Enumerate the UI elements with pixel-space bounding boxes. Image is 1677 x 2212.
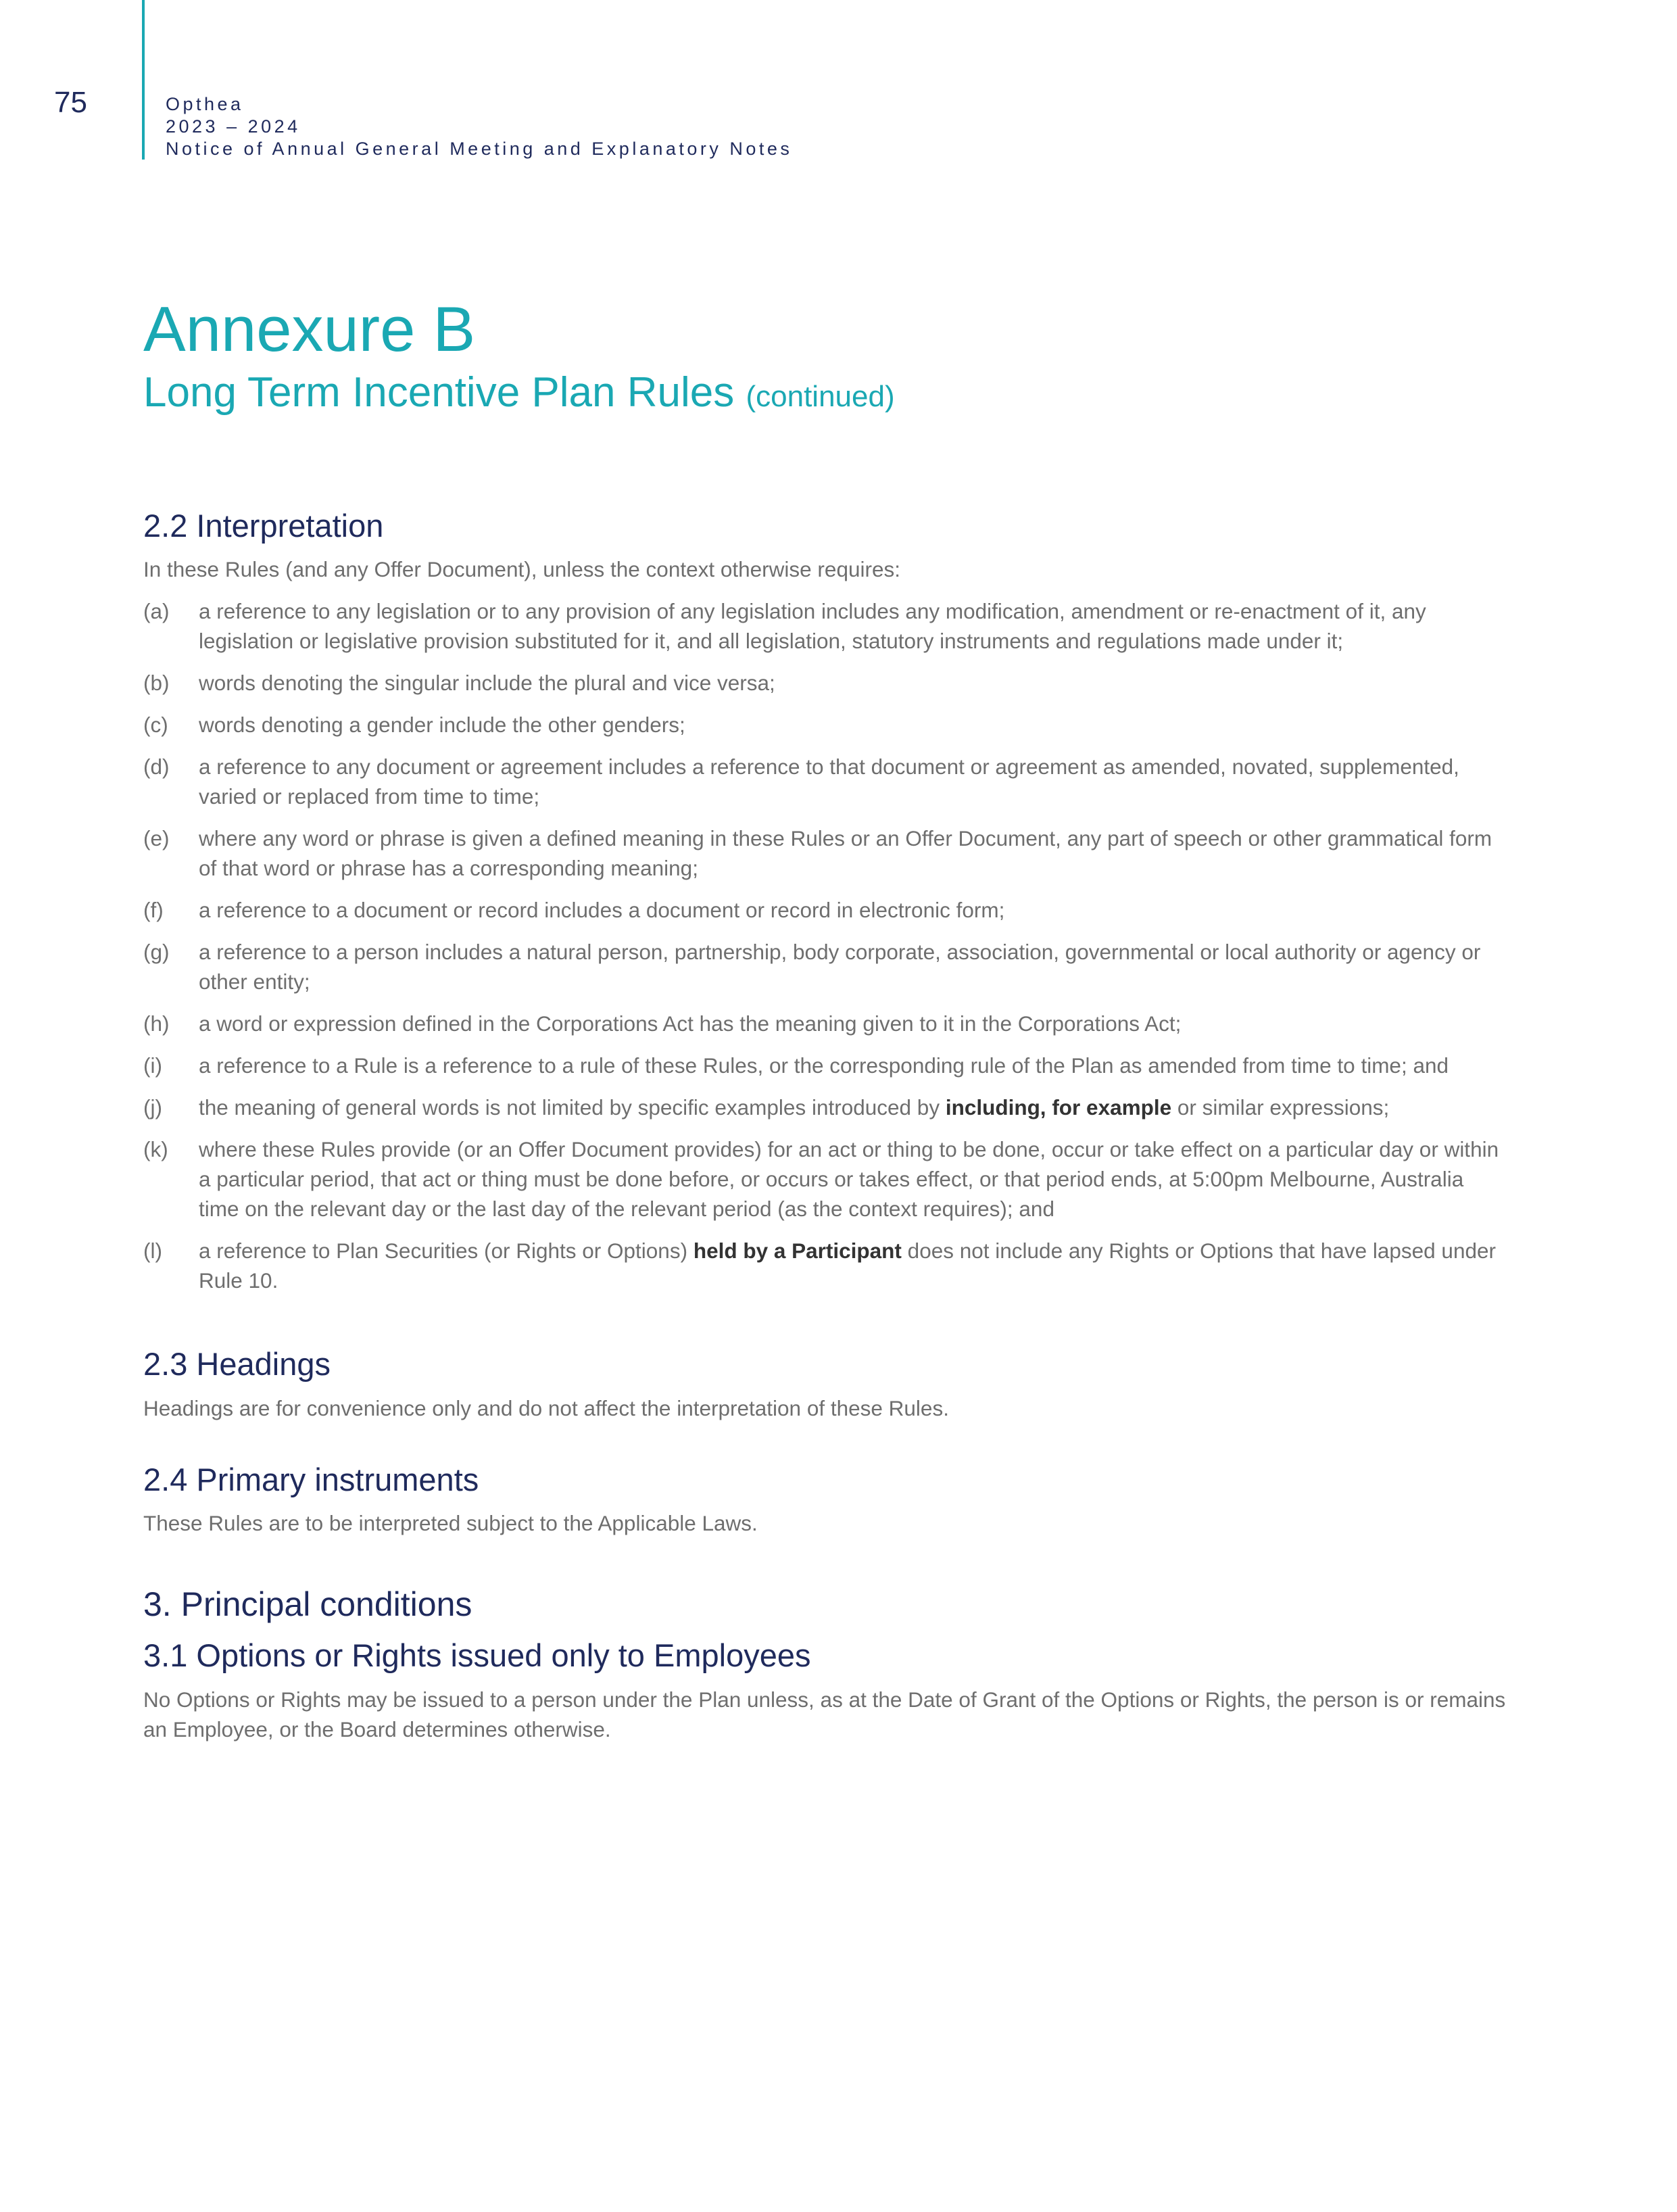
page-content (143, 507, 1509, 1744)
section-primary-instruments (143, 1461, 1509, 1538)
list-item (143, 1092, 1509, 1122)
annexure-subtitle (143, 368, 895, 416)
annexure-title: Annexure B (143, 293, 476, 364)
section-text: Headings are for convenience only and do not affect the interpretation of these Rules. (143, 1395, 949, 1420)
item-text: a reference to any legislation or to any provision of any legislation includes any modification, amendment or re-enactment of it, any legislation or legislative provision substituted for it, and all legislation, statutory instruments and regulations made under it; (199, 599, 1426, 654)
interpretation-list (143, 596, 1509, 1295)
list-item (143, 1009, 1509, 1038)
section-heading: 3.1 Options or Rights issued only to Employees (143, 1637, 811, 1674)
section-text: No Options or Rights may be issued to a person under the Plan unless, as at the Date of Grant of the Options or Rights, the person is or remains an Employee, or the Board determines otherwise. (143, 1687, 1506, 1741)
item-text-after: or similar expressions; (1171, 1095, 1390, 1120)
item-label: (h) (143, 1011, 170, 1036)
list-item (143, 596, 1509, 656)
list-item (143, 823, 1509, 883)
item-label: (g) (143, 940, 170, 965)
item-text (199, 1092, 1509, 1122)
item-label: (d) (143, 754, 170, 779)
section-heading: 2.2 Interpretation (143, 508, 384, 544)
list-item (143, 752, 1509, 811)
spacer (143, 1538, 1509, 1584)
header-years: 2023 – 2024 (166, 116, 301, 137)
item-text: a reference to a person includes a natural person, partnership, body corporate, association, governmental or local authority or agency or other entity; (199, 940, 1481, 994)
item-bold-term: including, for example (945, 1095, 1172, 1120)
item-label: (c) (143, 713, 168, 738)
page-number: 75 (54, 86, 87, 119)
item-bold-term: held by a Participant (693, 1239, 902, 1264)
item-text: where these Rules provide (or an Offer Document provides) for an act or thing to be done, occur or take effect on a particular day or within a particular period, that act or thing must be done before, or occurs or takes effect, or that period ends, at 5:00pm Melbourne, Australia time on the relevant day or the last day of the relevant period (as the context requires); and (199, 1137, 1499, 1222)
item-text: a reference to a document or record includes a document or record in electronic form; (199, 898, 1005, 923)
list-item (143, 668, 1509, 698)
item-label: (i) (143, 1053, 162, 1078)
item-text: a word or expression defined in the Corporations Act has the meaning given to it in the Corporations Act; (199, 1011, 1182, 1036)
annexure-title-block (143, 293, 895, 416)
item-label: (e) (143, 826, 170, 851)
item-text: where any word or phrase is given a defined meaning in these Rules or an Offer Document, any part of speech or other grammatical form of that word or phrase has a corresponding meaning; (199, 826, 1492, 881)
list-item (143, 895, 1509, 925)
item-text: words denoting a gender include the other genders; (199, 713, 685, 738)
list-item (143, 710, 1509, 740)
item-text: words denoting the singular include the plural and vice versa; (199, 671, 775, 696)
item-label: (a) (143, 599, 170, 624)
item-label: (j) (143, 1095, 162, 1120)
item-text-before: a reference to Plan Securities (or Rights or Options) (199, 1239, 694, 1264)
item-label: (l) (143, 1239, 162, 1264)
spacer (143, 1307, 1509, 1345)
item-label: (b) (143, 671, 170, 696)
section-intro: In these Rules (and any Offer Document), unless the context otherwise requires: (143, 557, 900, 582)
header-company: Opthea (166, 94, 244, 114)
item-label: (k) (143, 1137, 168, 1162)
running-header (166, 93, 792, 160)
item-label: (f) (143, 898, 164, 923)
list-item (143, 1134, 1509, 1224)
section-text: These Rules are to be interpreted subject to the Applicable Laws. (143, 1511, 758, 1536)
item-text-before: the meaning of general words is not limited by specific examples introduced by (199, 1095, 946, 1120)
item-text: a reference to any document or agreement includes a reference to that document or agreement as amended, novated, supplemented, varied or replaced from time to time; (199, 754, 1459, 809)
section-heading: 2.3 Headings (143, 1346, 331, 1382)
section-heading: 2.4 Primary instruments (143, 1461, 479, 1497)
list-item (143, 937, 1509, 996)
list-item (143, 1236, 1509, 1295)
header-document-title: Notice of Annual General Meeting and Explanatory Notes (166, 139, 793, 159)
continued-label: (continued) (746, 379, 895, 413)
section-principal-conditions (143, 1584, 1509, 1744)
spacer (143, 1423, 1509, 1461)
item-text: a reference to a Rule is a reference to a rule of these Rules, or the corresponding rule of the Plan as amended from time to time; and (199, 1053, 1449, 1078)
item-text-after: does not include any Rights or Options that have lapsed under Rule 10. (199, 1239, 1496, 1293)
header-divider (142, 0, 145, 160)
section-interpretation (143, 507, 1509, 1295)
section-headings (143, 1345, 1509, 1422)
list-item (143, 1051, 1509, 1080)
item-text (199, 1236, 1509, 1295)
annexure-subtitle-text: Long Term Incentive Plan Rules (143, 368, 735, 416)
main-heading: 3. Principal conditions (143, 1585, 472, 1624)
